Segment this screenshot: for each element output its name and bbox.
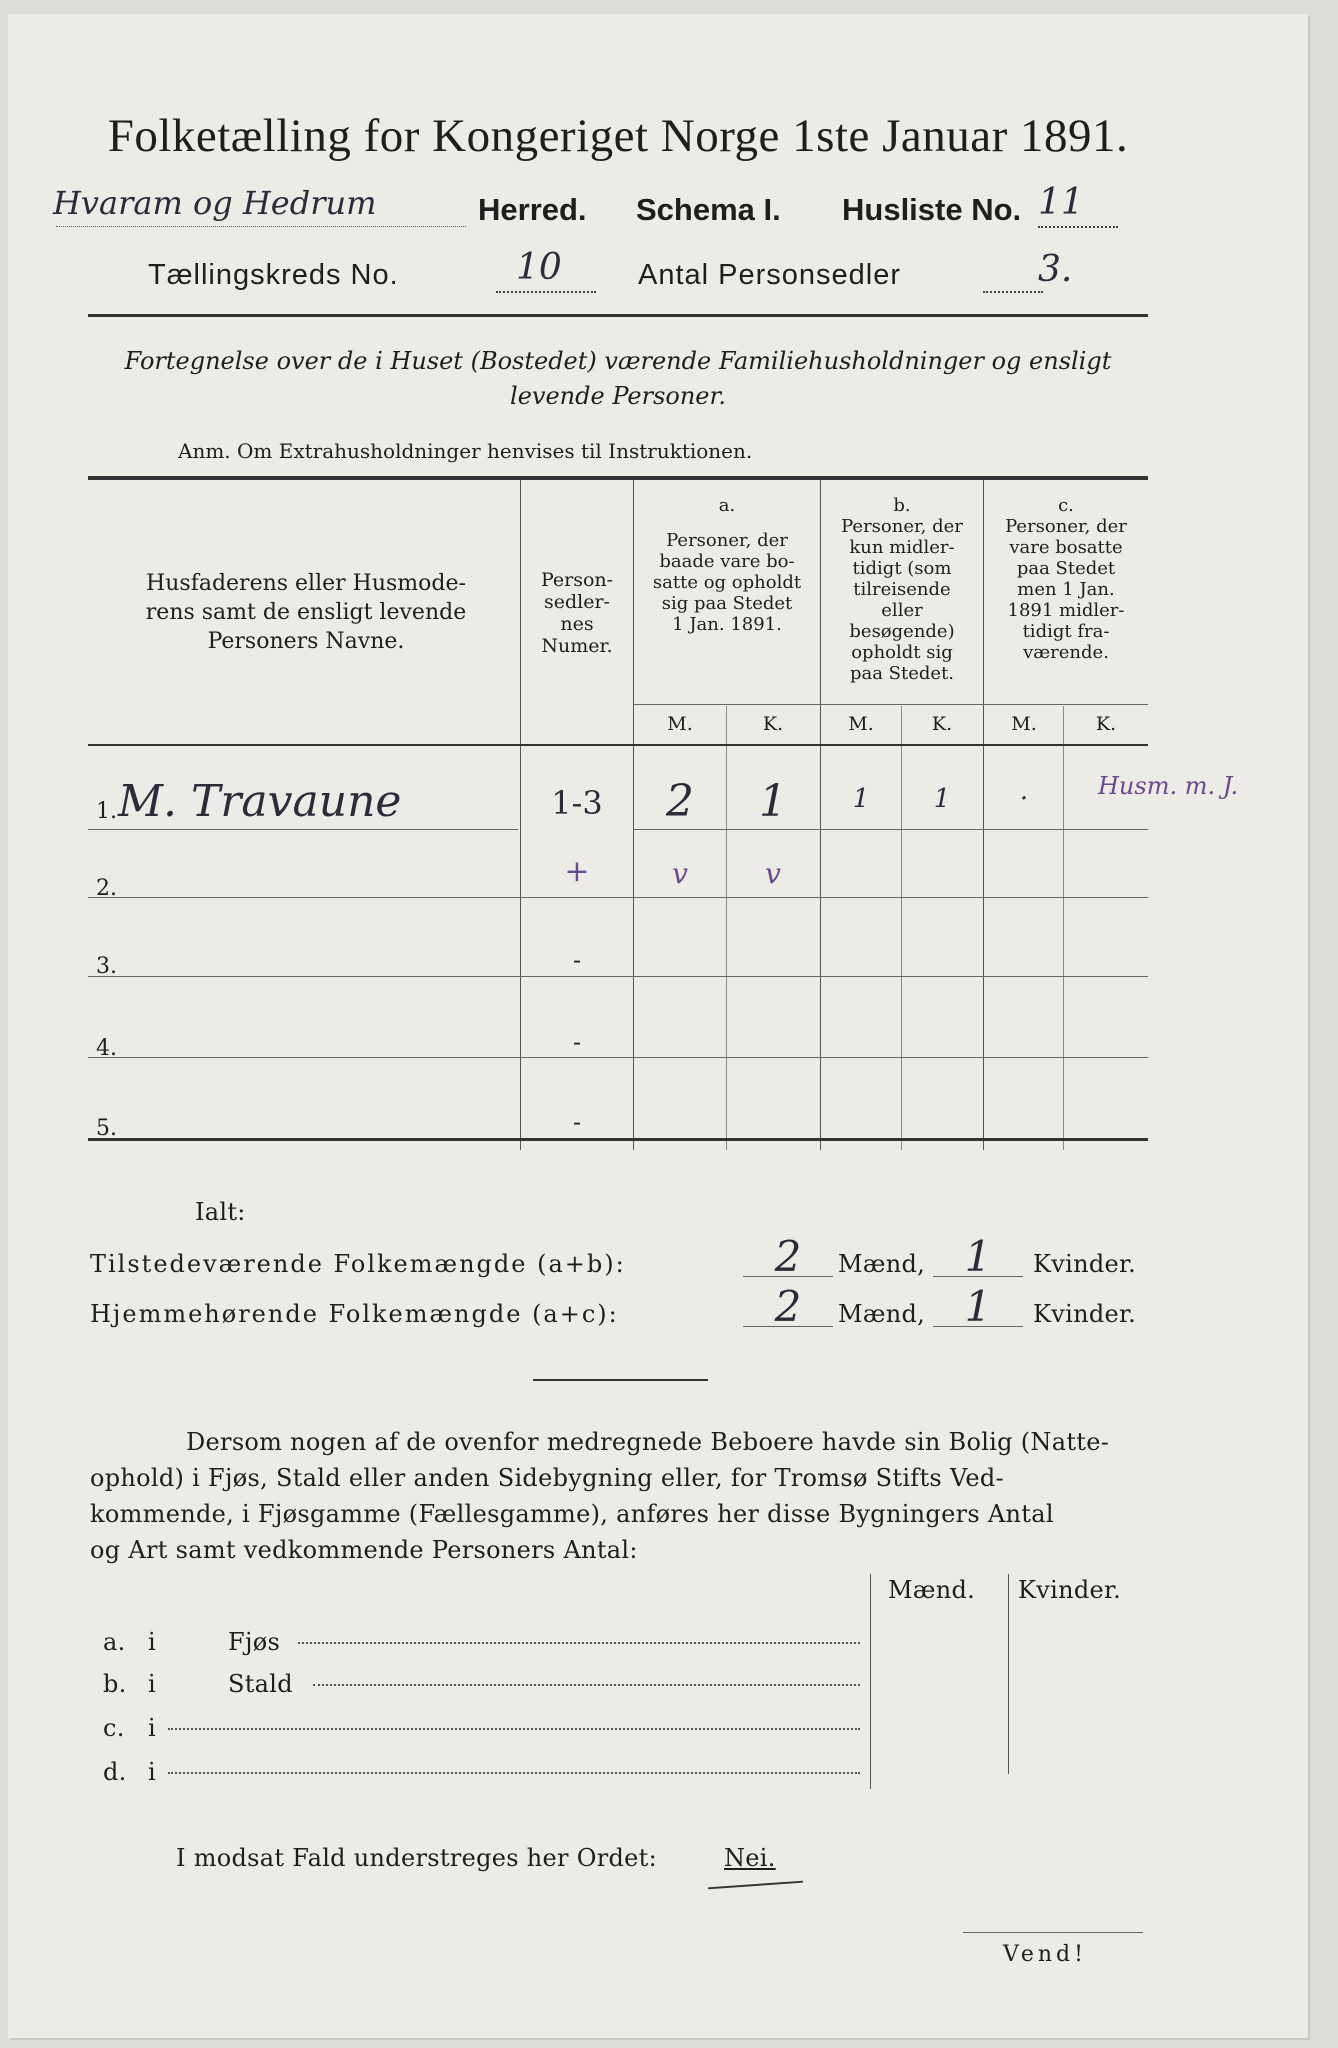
header-line: paa Stedet — [1016, 558, 1116, 579]
header-line: vare bosatte — [1009, 537, 1123, 558]
item-i: i — [148, 1628, 156, 1656]
row-name: M. Travaune — [118, 776, 402, 827]
row-number: 4. — [96, 1036, 117, 1061]
item-i: i — [148, 1714, 156, 1742]
row-b-k: 1 — [933, 784, 951, 814]
row-number: 2. — [96, 876, 117, 901]
header-line: nes — [560, 613, 594, 635]
table-top-rule — [88, 476, 1148, 480]
header-line: Personer, der — [666, 530, 788, 551]
census-form-page — [8, 14, 1308, 2038]
col-a-header — [636, 495, 818, 635]
header-line: sig paa Stedet — [661, 593, 793, 614]
col-b-letter: b. — [893, 495, 911, 516]
antal-label: Antal Personsedler — [638, 259, 902, 291]
row-number: 5. — [96, 1116, 117, 1141]
row-person-num: - — [572, 1028, 582, 1056]
item-i: i — [148, 1670, 156, 1698]
herred-dotline — [56, 226, 466, 227]
row-note: Husm. m. J. — [1098, 772, 1239, 800]
row-a-k: v — [765, 857, 781, 890]
row-a-m: 2 — [666, 776, 694, 827]
herred-value: Hvaram og Hedrum — [53, 184, 377, 222]
header-line: satte og opholdt — [652, 572, 802, 593]
total-line2-m: 2 — [774, 1282, 802, 1331]
col-a-letter: a. — [718, 495, 736, 516]
separator-rule — [533, 1379, 708, 1381]
header-line: tidigt fra- — [1022, 621, 1110, 642]
antal-dotline — [983, 291, 1043, 293]
mk-label: M. — [848, 713, 874, 735]
total-line1-k-rule — [933, 1276, 1023, 1277]
col-maend-label: Mænd. — [888, 1576, 976, 1604]
ialt-label: Ialt: — [195, 1198, 246, 1226]
husliste-value: 11 — [1038, 182, 1084, 223]
header-line: Personer, der — [1005, 516, 1127, 537]
header-line: paa Stedet. — [849, 663, 955, 684]
kreds-value: 10 — [516, 247, 562, 288]
mk-label: K. — [931, 713, 953, 735]
row-rule — [88, 897, 1148, 898]
table-vline — [633, 480, 634, 1150]
vend-rule — [963, 1932, 1143, 1933]
header-rule — [88, 314, 1148, 317]
intro-line1: Fortegnelse over de i Huset (Bostedet) værende Familiehusholdninger og ensligt — [124, 347, 1112, 375]
header-line: men 1 Jan. — [1017, 579, 1115, 600]
table-bottom-rule — [88, 1138, 1148, 1141]
total-line2-k-rule — [933, 1326, 1023, 1327]
anm-note: Anm. Om Extrahusholdninger henvises til Instruktionen. — [178, 439, 753, 463]
kvinder-label: Kvinder. — [1033, 1250, 1137, 1278]
nei-word: Nei. — [724, 1844, 776, 1872]
row-b-m: 1 — [852, 784, 870, 814]
mk-label: M. — [667, 713, 693, 735]
outbuilding-vline — [870, 1574, 871, 1789]
mk-label: M. — [1011, 713, 1037, 735]
col-c-header — [986, 495, 1146, 663]
header-line: rens samt de ensligt levende — [145, 600, 467, 625]
text-line: kommende, i Fjøsgamme (Fællesgamme), anføres her disse Bygningers Antal — [90, 1500, 1054, 1528]
table-vline — [726, 706, 727, 1150]
antal-value: 3. — [1038, 249, 1073, 290]
table-vline — [820, 480, 821, 1150]
husliste-dotline — [1038, 226, 1118, 228]
row-person-num: + — [564, 854, 590, 889]
maend-label: Mænd, — [838, 1250, 926, 1278]
item-dotline — [168, 1728, 860, 1730]
total-line2-m-rule — [743, 1326, 833, 1327]
header-line: 1 Jan. 1891. — [672, 614, 782, 635]
row-c-m: · — [1019, 784, 1029, 814]
table-vline — [901, 706, 902, 1150]
header-line: Numer. — [541, 635, 613, 657]
row-number: 3. — [96, 954, 117, 979]
col-num-header — [523, 569, 631, 657]
text-line: Dersom nogen af de ovenfor medregnede Beboere havde sin Bolig (Natte- — [186, 1428, 1110, 1456]
header-line: besøgende) — [849, 621, 955, 642]
item-i: i — [148, 1758, 156, 1786]
header-line: kun midler- — [849, 537, 955, 558]
col-kvinder-label: Kvinder. — [1018, 1576, 1122, 1604]
herred-label: Herred. — [478, 192, 587, 227]
total-line1-k: 1 — [964, 1232, 992, 1281]
mk-top-rule — [633, 704, 1148, 705]
header-line: Personers Navne. — [207, 629, 405, 654]
item-label: Fjøs — [228, 1628, 281, 1656]
total-line2-label: Hjemmehørende Folkemængde (a+c): — [90, 1300, 619, 1328]
item-dotline — [298, 1642, 860, 1644]
header-line: opholdt sig — [851, 642, 953, 663]
header-line: eller — [881, 600, 923, 621]
col-c-letter: c. — [1058, 495, 1074, 516]
mk-label: K. — [762, 713, 784, 735]
total-line1-m: 2 — [774, 1232, 802, 1281]
total-line1-m-rule — [743, 1276, 833, 1277]
item-letter: a. — [103, 1628, 126, 1656]
outbuilding-vline — [1008, 1574, 1009, 1774]
form-title: Folketælling for Kongeriget Norge 1ste Januar 1891. — [107, 110, 1129, 162]
col-b-header — [823, 495, 981, 684]
maend-label: Mænd, — [838, 1300, 926, 1328]
row-a-m: v — [672, 857, 688, 890]
kvinder-label: Kvinder. — [1033, 1300, 1137, 1328]
row-rule — [88, 829, 518, 830]
row-person-num: - — [572, 1108, 582, 1136]
item-dotline — [168, 1772, 860, 1774]
header-bottom-rule — [88, 744, 1148, 746]
item-dotline — [313, 1684, 860, 1686]
header-line: Husfaderens eller Husmode- — [146, 571, 466, 596]
row-rule — [88, 1057, 1148, 1058]
total-line2-k: 1 — [964, 1282, 992, 1331]
row-person-num: 1-3 — [551, 784, 603, 822]
item-letter: c. — [103, 1714, 125, 1742]
row-rule — [633, 829, 1148, 830]
header-line: 1891 midler- — [1007, 600, 1125, 621]
header-line: Person- — [540, 569, 614, 591]
header-line: baade vare bo- — [659, 551, 795, 572]
row-person-num: - — [572, 946, 582, 974]
footer-text: I modsat Fald understreges her Ordet: — [176, 1844, 657, 1872]
row-number: 1. — [96, 799, 117, 824]
col-name-header — [96, 569, 516, 656]
schema-label: Schema I. — [636, 192, 781, 227]
table-vline — [983, 480, 984, 1150]
vend-label: Vend! — [1003, 1942, 1087, 1967]
mk-label: K. — [1095, 713, 1117, 735]
table-vline — [520, 480, 521, 1150]
item-letter: d. — [103, 1758, 127, 1786]
header-line: Personer, der — [841, 516, 963, 537]
nei-underline — [708, 1881, 803, 1890]
item-label: Stald — [228, 1670, 293, 1698]
kreds-dotline — [496, 291, 596, 293]
row-rule — [88, 976, 1148, 977]
kreds-label: Tællingskreds No. — [148, 259, 399, 291]
header-line: tilreisende — [853, 579, 951, 600]
table-vline — [1063, 706, 1064, 1150]
item-letter: b. — [103, 1670, 127, 1698]
header-line: værende. — [1023, 642, 1109, 663]
intro-line2: levende Personer. — [510, 382, 726, 410]
text-line: og Art samt vedkommende Personers Antal: — [90, 1536, 638, 1564]
header-line: sedler- — [544, 591, 610, 613]
text-line: ophold) i Fjøs, Stald eller anden Sidebygning eller, for Tromsø Stifts Ved- — [90, 1464, 1004, 1492]
header-line: tidigt (som — [852, 558, 952, 579]
outbuildings-text — [90, 1424, 1150, 1568]
row-a-k: 1 — [759, 776, 787, 827]
husliste-label: Husliste No. — [842, 192, 1022, 227]
total-line1-label: Tilstedeværende Folkemængde (a+b): — [90, 1250, 626, 1278]
